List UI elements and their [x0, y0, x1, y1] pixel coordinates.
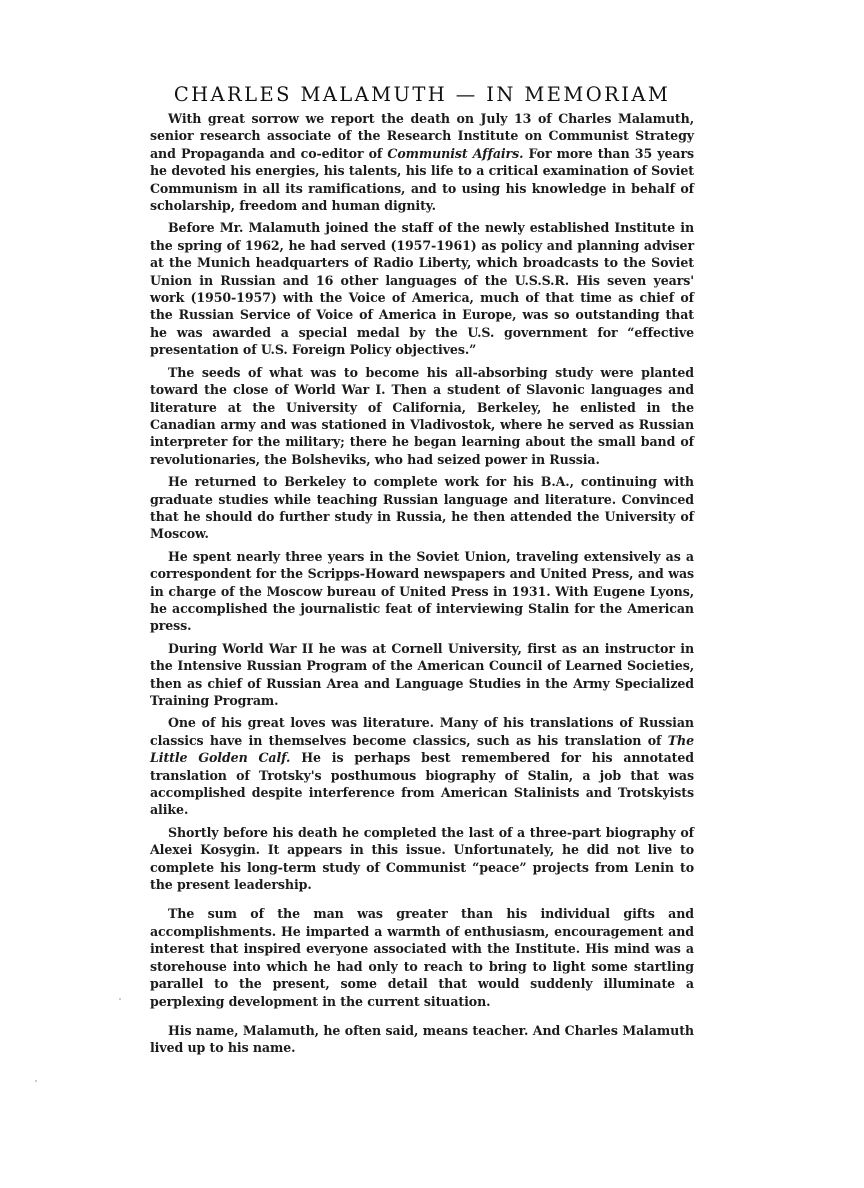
scan-speck: [35, 1080, 37, 1082]
paragraph-1-text-b: For more than 35 years he devoted his energies, his talents, his life to a critical examination of Soviet Communism in all its ramifications, and to using his knowledge in behalf of scholarship, freedom and human dignity.: [150, 145, 694, 214]
paragraph-1-text-a: With great sorrow we report the death on July 13 of Charles Malamuth, senior research associate of the Research Institute on Communist Strategy and Propaganda and co-editor of: [150, 111, 694, 161]
paragraph-3: The seeds of what was to become his all-absorbing study were planted toward the close of World War I. Then a student of Slavonic languages and literature at the University of California, Berkeley, he enlisted in the Canadian army and was stationed in Vladivostok, where he served as Russian interpreter for the military; there he began learning about the small band of revolutionaries, the Bolsheviks, who had seized power in Russia.: [150, 364, 694, 467]
paragraph-7: [150, 714, 694, 818]
paragraph-2: Before Mr. Malamuth joined the staff of the newly established Institute in the spring of 1962, he had served (1957-1961) as policy and planning adviser at the Munich headquarters of Radio Liberty, which broadcasts to the Soviet Union in Russian and 16 other languages of the U.S.S.R. His seven years' work (1950-1957) with the Voice of America, much of that time as chief of the Russian Service of Voice of America in Europe, was so outstanding that he was awarded a special medal by the U.S. government for “effective presentation of U.S. Foreign Policy objectives.”: [150, 220, 694, 358]
book-title-italic: The Little Golden Calf.: [150, 732, 694, 766]
paragraph-7-text-b: He is perhaps best remembered for his annotated translation of Trotsky's posthumous biography of Stalin, a job that was accomplished despite interference from American Stalinists and Trotskyists alike.: [150, 750, 694, 818]
paragraph-7-text-a: One of his great loves was literature. Many of his translations of Russian classics have in themselves become classics, such as his translation of: [150, 715, 694, 748]
paragraph-10: His name, Malamuth, he often said, means teacher. And Charles Malamuth lived up to his name.: [150, 1022, 694, 1056]
memoriam-article: [150, 82, 694, 1062]
paragraph-4: He returned to Berkeley to complete work for his B.A., continuing with graduate studies while teaching Russian language and literature. Convinced that he should do further study in Russia, he then attended the University of Moscow.: [150, 474, 694, 542]
journal-title-italic: Communist Affairs.: [387, 145, 524, 161]
paragraph-8: Shortly before his death he completed the last of a three-part biography of Alexei Kosygin. It appears in this issue. Unfortunately, he did not live to complete his long-term study of Communist “peace” projects from Lenin to the present leadership.: [150, 824, 694, 893]
paragraph-1: [150, 110, 694, 214]
paragraph-6: During World War II he was at Cornell University, first as an instructor in the Intensive Russian Program of the American Council of Learned Societies, then as chief of Russian Area and Language Studies in the Army Specialized Training Program.: [150, 640, 694, 708]
article-title: CHARLES MALAMUTH — IN MEMORIAM: [173, 83, 671, 106]
paragraph-9: The sum of the man was greater than his individual gifts and accomplishments. He imparted a warmth of enthusiasm, encouragement and interest that inspired everyone associated with the Institute. His mind was a storehouse into which he had only to reach to bring to light some startling parallel to the present, some detail that would suddenly illuminate a perplexing development in the current situation.: [150, 906, 694, 1009]
paragraph-5: He spent nearly three years in the Soviet Union, traveling extensively as a correspondent for the Scripps-Howard newspapers and United Press, and was in charge of the Moscow bureau of United Press in 1931. With Eugene Lyons, he accomplished the journalistic feat of interviewing Stalin for the American press.: [150, 548, 694, 634]
scan-speck: [119, 998, 121, 1000]
